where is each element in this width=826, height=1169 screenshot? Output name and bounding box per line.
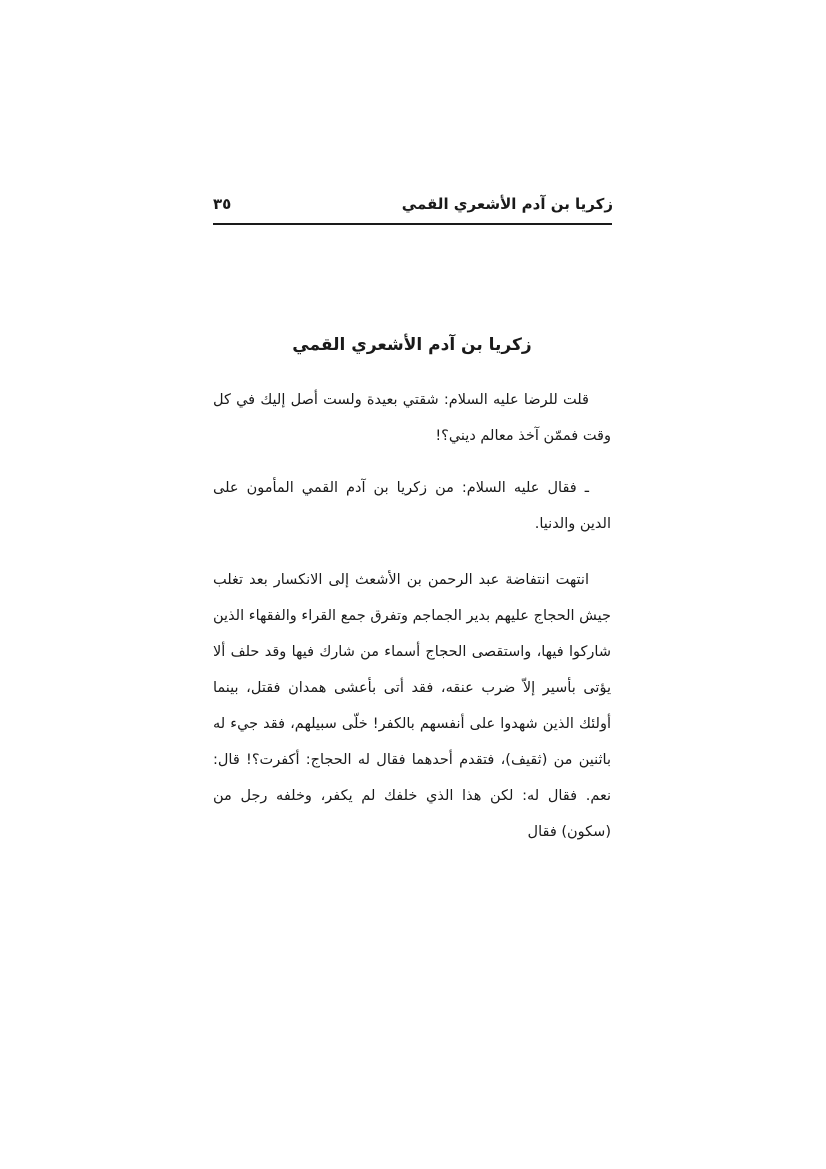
paragraph-narrative	[213, 562, 611, 850]
paragraph-text: انتهت انتفاضة عبد الرحمن بن الأشعث إلى الانكسار بعد تغلب جيش الحجاج عليهم بدير الجماجم وتفرق جمع القراء والفقهاء الذين شاركوا فيها، واستقصى الحجاج أسماء من شارك فيها وقد حلف ألا يؤتى بأسير إلاّ ضرب عنقه، فقد أتى بأعشى همدان فقتل، بينما أولئك الذين شهدوا على أنفسهم بالكفر! خلّى سبيلهم، فقد جيء له باثنين من (ثقيف)، فتقدم أحدهما فقال له الحجاج: أكفرت؟! قال: نعم. فقال له: لكن هذا الذي خلفك لم يكفر، وخلفه رجل من (سكون) فقال	[213, 572, 611, 840]
page-number: ٣٥	[213, 195, 232, 213]
paragraph-quote-question	[213, 382, 611, 454]
paragraph-text: ـ فقال عليه السلام: من زكريا بن آدم القمي المأمون على الدين والدنيا.	[213, 480, 611, 532]
paragraph-text: قلت للرضا عليه السلام: شقتي بعيدة ولست أصل إليك في كل وقت فممّن آخذ معالم ديني؟!	[213, 392, 611, 444]
running-header-title: زكريا بن آدم الأشعري القمي	[401, 195, 613, 213]
header-rule	[213, 223, 612, 225]
paragraph-quote-answer	[213, 470, 611, 542]
running-header	[213, 193, 613, 221]
section-title: زكريا بن آدم الأشعري القمي	[292, 335, 532, 355]
